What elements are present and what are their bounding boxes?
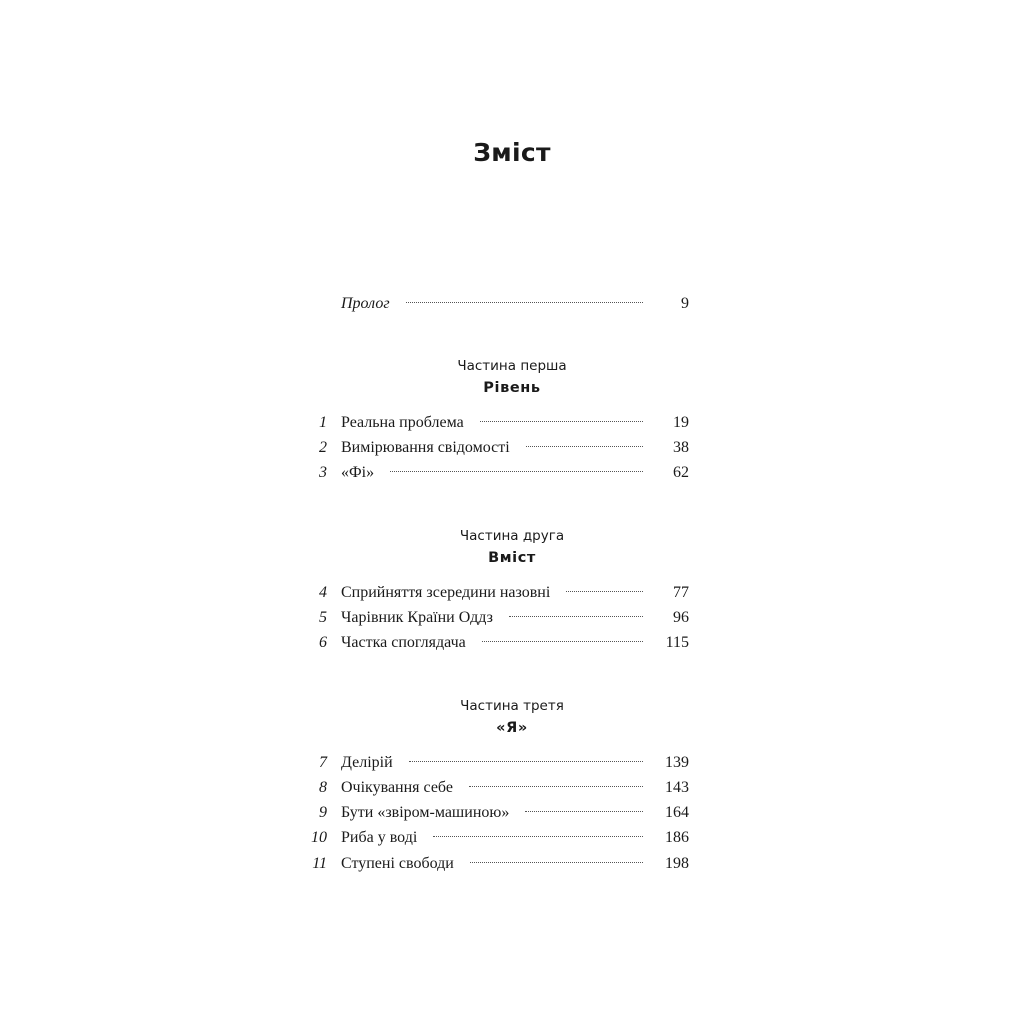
toc-entry[interactable]: [300, 439, 689, 461]
dot-leader: [480, 421, 643, 422]
toc-entry-title: Чарівник Країни Оддз: [341, 609, 493, 626]
toc-entry-number: 3: [319, 464, 327, 481]
toc-entry-title: Очікування себе: [341, 779, 453, 796]
toc-entry[interactable]: [300, 855, 689, 877]
toc-entry-number: 9: [319, 804, 327, 821]
toc-entry-prologue[interactable]: [300, 295, 689, 317]
toc-entry-page: 198: [665, 855, 689, 872]
toc-entry[interactable]: [300, 754, 689, 776]
dot-leader: [525, 811, 643, 812]
toc-entry-page: 139: [665, 754, 689, 771]
toc-entry-page: 143: [665, 779, 689, 796]
toc-entry-title: Пролог: [341, 295, 390, 312]
toc-entry-page: 96: [673, 609, 689, 626]
toc-entry[interactable]: [300, 634, 689, 656]
page-title: Зміст: [473, 138, 551, 167]
toc-entry-title: Вимірювання свідомості: [341, 439, 510, 456]
toc-entry-page: 186: [665, 829, 689, 846]
toc-entry[interactable]: [300, 779, 689, 801]
dot-leader: [482, 641, 643, 642]
part-title: «Я»: [496, 720, 528, 736]
toc-entry-number: 6: [319, 634, 327, 651]
toc-entry[interactable]: [300, 584, 689, 606]
toc-entry[interactable]: [300, 804, 689, 826]
toc-entry-title: Частка споглядача: [341, 634, 466, 651]
toc-entry-number: 7: [319, 754, 327, 771]
dot-leader: [470, 862, 643, 863]
dot-leader: [469, 786, 643, 787]
toc-entry-number: 2: [319, 439, 327, 456]
toc-entry-number: 11: [312, 855, 327, 872]
toc-entry[interactable]: [300, 464, 689, 486]
dot-leader: [526, 446, 643, 447]
toc-entry-page: 19: [673, 414, 689, 431]
dot-leader: [433, 836, 643, 837]
toc-entry-page: 115: [665, 634, 689, 651]
part-title: Рівень: [483, 380, 541, 396]
dot-leader: [390, 471, 643, 472]
part-label: Частина друга: [459, 528, 565, 544]
dot-leader: [509, 616, 643, 617]
toc-entry-number: 4: [319, 584, 327, 601]
toc-entry-title: «Фі»: [341, 464, 375, 481]
toc-entry-number: 5: [319, 609, 327, 626]
toc-entry-page: 38: [673, 439, 689, 456]
toc-entry-title: Ступені свободи: [341, 855, 454, 872]
toc-entry-title: Бути «звіром-машиною»: [341, 804, 510, 821]
toc-entry[interactable]: [300, 829, 689, 851]
toc-entry-number: 1: [319, 414, 327, 431]
toc-entry-title: Делірій: [341, 754, 393, 771]
dot-leader: [406, 302, 643, 303]
toc-entry-title: Риба у воді: [341, 829, 418, 846]
toc-entry-number: 10: [311, 829, 327, 846]
part-label: Частина третя: [460, 698, 564, 714]
toc-entry-page: 9: [681, 295, 689, 312]
toc-entry-page: 77: [673, 584, 689, 601]
toc-entry-number: 8: [319, 779, 327, 796]
toc-entry-title: Реальна проблема: [341, 414, 464, 431]
dot-leader: [566, 591, 643, 592]
part-label: Частина перша: [457, 358, 567, 374]
part-title: Вміст: [488, 550, 536, 566]
toc-entry-page: 62: [673, 464, 689, 481]
toc-entry-page: 164: [665, 804, 689, 821]
toc-entry[interactable]: [300, 609, 689, 631]
toc-entry-title: Сприйняття зсередини назовні: [341, 584, 551, 601]
toc-entry[interactable]: [300, 414, 689, 436]
dot-leader: [409, 761, 643, 762]
